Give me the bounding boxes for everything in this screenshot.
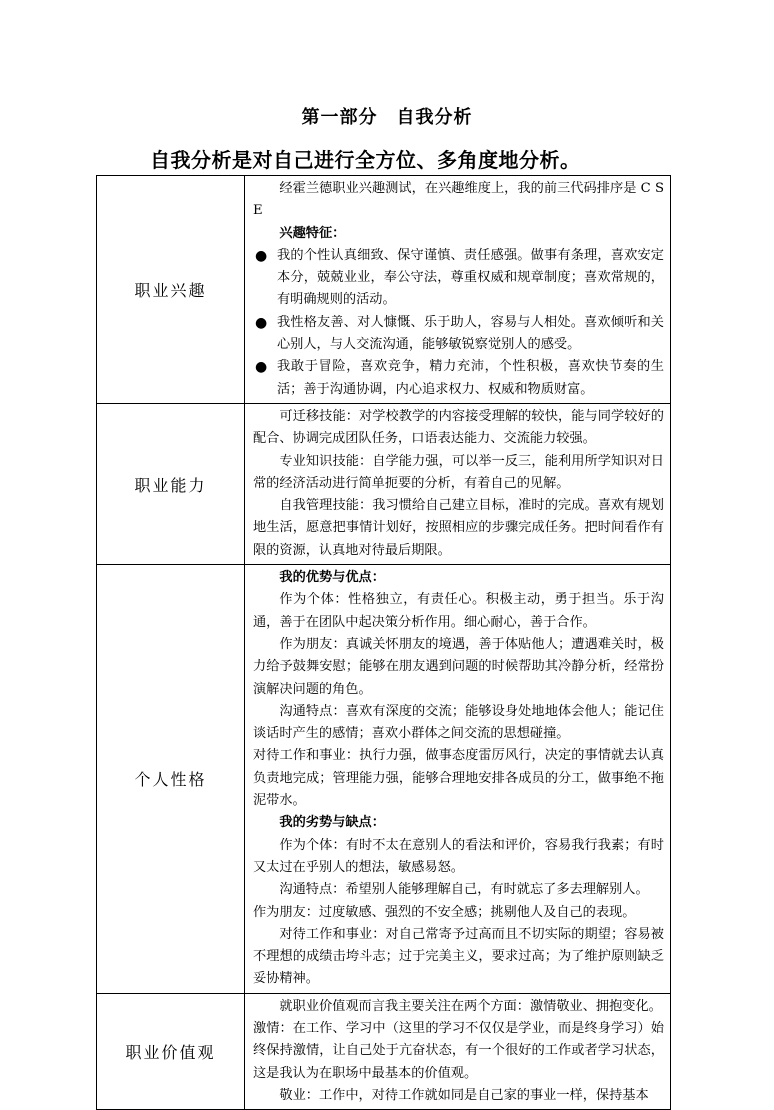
bullet-icon: ● <box>255 247 268 264</box>
values-paragraph: 就职业价值观而言我主要关注在两个方面：激情敬业、拥抱变化。 <box>279 998 662 1014</box>
interest-heading: 兴趣特征： <box>279 225 346 241</box>
list-item: ● 我的个性认真细致、保守谨慎、责任感强。做事有条理，喜欢安定本分，兢兢业业，奉公守法，尊重权威和规章制度；喜欢常规的，有明确规则的活动。 <box>253 245 664 312</box>
table-row-interest <box>97 176 671 404</box>
table-row-ability <box>97 403 671 564</box>
strength-paragraph: 作为个体：性格独立，有责任心。积极主动，勇于担当。乐于沟通，善于在团队中起决策分析作用。细心耐心，善于合作。 <box>253 592 664 630</box>
page-title: 第一部分 自我分析 <box>301 107 473 128</box>
strength-paragraph: 作为朋友：真诚关怀朋友的境遇，善于体贴他人；遭遇难关时，极力给予鼓舞安慰；能够在朋友遇到问题的时候帮助其冷静分析，经常扮演解决问题的角色。 <box>253 636 664 697</box>
list-item: ● 我敢于冒险，喜欢竞争，精力充沛，个性积极，喜欢快节奏的生活；善于沟通协调，内心追求权力、权威和物质财富。 <box>253 356 664 401</box>
page-subtitle: 自我分析是对自己进行全方位、多角度地分析。 <box>150 148 581 172</box>
table-row-values <box>97 993 671 1109</box>
weaknesses-heading: 我的劣势与缺点： <box>279 815 385 831</box>
ability-paragraph: 可迁移技能：对学校教学的内容接受理解的较快，能与同学较好的配合、协调完成团队任务，口语表达能力、交流能力较强。 <box>253 408 664 447</box>
ability-paragraph: 自我管理技能：我习惯给自己建立目标，准时的完成。喜欢有规划地生活，愿意把事情计划好，按照相应的步骤完成任务。把时间看作有限的资源，认真地对待最后期限。 <box>253 498 664 558</box>
bullet-icon: ● <box>255 314 268 331</box>
self-analysis-table <box>96 175 671 1110</box>
weakness-paragraph: 对待工作和事业：对自己常寄予过高而且不切实际的期望；容易被不理想的成绩击垮斗志；过于完美主义，要求过高；为了维护原则缺乏妥协精神。 <box>253 926 664 987</box>
row-content-ability <box>245 403 671 564</box>
interest-intro: 经霍兰德职业兴趣测试，在兴趣维度上，我的前三代码排序是 C S E <box>253 181 664 219</box>
list-item: ● 我性格友善、对人慷慨、乐于助人，容易与人相处。喜欢倾听和关心别人，与人交流沟通，能够敏锐察觉别人的感受。 <box>253 312 664 357</box>
row-label-values: 职业价值观 <box>97 993 245 1109</box>
strength-paragraph: 对待工作和事业：执行力强，做事态度雷厉风行，决定的事情就去认真负责地完成；管理能力强，能够合理地安排各成员的分工，做事绝不拖泥带水。 <box>253 748 664 809</box>
row-label-interest: 职业兴趣 <box>97 176 245 404</box>
weakness-paragraph: 作为朋友：过度敏感、强烈的不安全感；挑剔他人及自己的表现。 <box>253 904 636 920</box>
row-content-values <box>245 993 671 1109</box>
row-content-interest <box>245 176 671 404</box>
values-paragraph: 敬业：工作中，对待工作就如同是自己家的事业一样，保持基本 <box>279 1087 649 1103</box>
table-row-personality <box>97 565 671 994</box>
strength-paragraph: 沟通特点：喜欢有深度的交流；能够设身处地地体会他人；能记住谈话时产生的感情；喜欢小群体之间交流的思想碰撞。 <box>253 703 664 742</box>
row-content-personality <box>245 565 671 994</box>
strengths-heading: 我的优势与优点： <box>279 570 385 586</box>
weakness-paragraph: 作为个体：有时不太在意别人的看法和评价，容易我行我素；有时又太过在乎别人的想法，敏感易怒。 <box>253 837 664 875</box>
row-label-personality: 个人性格 <box>97 565 245 994</box>
bullet-icon: ● <box>255 359 268 376</box>
values-paragraph: 激情：在工作、学习中（这里的学习不仅仅是学业，而是终身学习）始终保持激情，让自己处于亢奋状态，有一个很好的工作或者学习状态，这是我认为在职场中最基本的价值观。 <box>253 1020 664 1081</box>
weakness-paragraph: 沟通特点：希望别人能够理解自己，有时就忘了多去理解别人。 <box>279 882 649 898</box>
row-label-ability: 职业能力 <box>97 403 245 564</box>
ability-paragraph: 专业知识技能：自学能力强，可以举一反三，能利用所学知识对日常的经济活动进行简单扼要的分析，有着自己的见解。 <box>253 453 664 491</box>
